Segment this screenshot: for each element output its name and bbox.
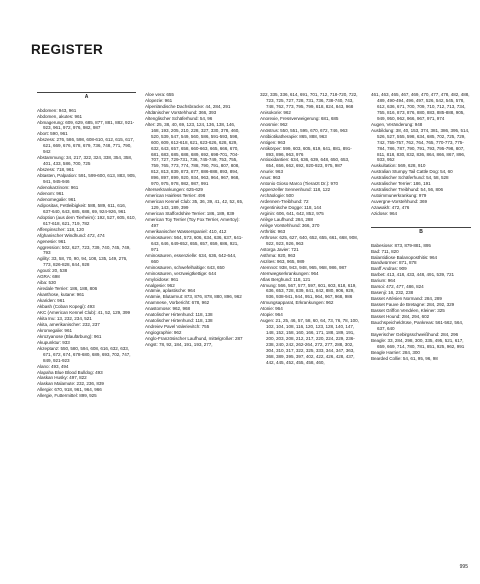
index-entry: American Hairless Terrier: 496 (145, 193, 206, 199)
index-entry: Antikörper: 599, 603, 605, 619, 641, 881, 891-893, 896, 963, 976 (260, 145, 352, 157)
index-entry: Agenesie: 961 (37, 238, 66, 244)
index-entry: Akbash (Coban Kopegi): 493 (37, 304, 95, 310)
index-entry: Aloe vera: 655 (145, 92, 174, 97)
index-entry: Adenomegalie: 961 (37, 196, 76, 202)
index-entry: Analgesie: 962 (145, 282, 175, 288)
index-entry: Alpenländische Dachsbracke: 44, 284, 291 (145, 103, 231, 109)
index-entry: Alapaha Blue Blood Bulldog: 493 (37, 369, 103, 375)
index-entry: Amerikanischer Wasserspaniel: 410, 412 (145, 228, 227, 234)
index-entry: Anamnese, Vorbericht: 678, 962 (145, 300, 210, 306)
index-entry: American Toy Terrier (Toy Fox Terrier, Amertoy): 497 (145, 217, 240, 228)
index-entry: Beagle Harrier: 284, 300 (371, 349, 420, 355)
index-entry: American Kennel Club: 35, 36, 39, 41, 42, 52, 65, 129, 143, 189, 399 (145, 199, 244, 211)
index-entry: Atlas Berghund: 118, 121 (260, 276, 311, 282)
index-entry: Astorga Javier: 721 (260, 246, 299, 252)
index-entry: Alopezie: 961 (145, 97, 173, 103)
index-entry: Adenokarzinom: 961 (37, 184, 79, 190)
index-entry: Archäologie: 500 (260, 193, 294, 199)
index-entry: Arthritis: 963 (260, 228, 286, 234)
index-column-2 (145, 92, 244, 348)
index-entry: Basset Griffon Vendéen, Kleiner: 325 (371, 308, 445, 314)
index-entry: Alter: 25, 38, 40, 69, 123, 124, 136, 138, 146, 168, 193, 205, 210, 228, 327, 330, 378, 460, 520, 539, 547, 549, 560, 586, 591-593, 598, 600, 609, 612-618, 621, 623-626, 628, 629, 632, 643, 657, 658, 660-663, 665, 666, 670, 681, 683, 685, 688, 689, 692, 698-701, 704-707, 727, 729-731, 736, 745-749, 753, 755, 759, 765, 773, 774, 788, 790, 791, 807, 808, 812, 813, 839, 873, 877, 886-888, 893, 894, 896, 897, 899, 920, 934, 963, 964, 967, 968, 970, 975, 978, 982, 987, 991 (145, 121, 240, 187)
index-entry: Atemnot: 938, 943, 948, 965, 968, 986, 987 (260, 264, 347, 270)
index-entry: Akupunktur: 933 (37, 339, 70, 345)
index-entry: Antonio Gioso Marco (Tierarzt Dr.): 970 (260, 181, 339, 187)
index-entry: Airedale Terrier: 186, 188, 806 (37, 286, 98, 292)
index-entry: Anosmie: 962 (260, 121, 288, 127)
index-entry: Bayerischer Gebirgsschweißhund: 284, 296 (371, 331, 459, 337)
index-entry: Anatolischer Hirtenhund: 118, 138 (145, 318, 213, 324)
page-number: 995 (459, 564, 468, 570)
index-entry: Atonie: 964 (260, 306, 283, 312)
index-entry: Abtasten, Palpation: 591, 599-600, 613, 883, 905, 941, 945-946 (37, 173, 136, 185)
index-entry: Abort: 590, 961 (37, 131, 68, 137)
index-entry: Basset Artésien Normand: 284, 289 (371, 296, 442, 302)
index-entry: Aminosäuren, essenzielle: 634, 636, 642-644, 660 (145, 252, 237, 264)
section-heading-b: B (419, 228, 423, 235)
index-entry: Azidose: 964 (371, 211, 397, 217)
index-entry: Abstammung: 34, 217, 322, 324, 338, 354, 358, 401, 433, 586, 700, 725 (37, 155, 133, 167)
index-entry: Anöstrus: 550, 551, 595, 670, 672, 746, 963 (260, 127, 348, 133)
index-entry: Aiba: 530 (37, 280, 56, 286)
index-entry: Arthrose: 625, 627, 640, 652, 655, 661, 668, 908, 922, 923, 926, 963 (260, 234, 358, 246)
index-entry: Akariden: 961 (37, 298, 65, 304)
index-entry: Abmagerung: 609, 629, 685, 877, 881, 882, 921-923, 961, 972, 976, 982, 987 (37, 119, 135, 131)
index-entry: Augen, Veränderung: 948 (371, 121, 423, 127)
index-entry: Agouti: 20, 538 (37, 268, 68, 274)
index-entry: Altenglischer Schäferhund: 54, 96 (145, 115, 213, 121)
page-title: REGISTER (31, 42, 104, 57)
index-entry: Balantidiose Balanoposthitis: 964 (371, 254, 438, 260)
index-entry: Adipositas, Fettleibigkeit: 588, 589, 611, 616, 637-640, 643, 685, 688, 69, 924-926, 961 (37, 202, 126, 214)
index-entry: Anämie, aplastische: 964 (145, 288, 196, 294)
index-entry: American Staffordshire Terrier: 186, 189, 839 (145, 211, 235, 217)
index-entry: Auvergne-Vorstehhund: 369 (371, 199, 427, 205)
index-entry: Affenpinscher: 118, 120 (37, 226, 84, 232)
index-entry: Asthma: 920, 963 (260, 252, 296, 258)
index-entry: 461, 463, 465, 467, 469, 470, 477, 478, 482, 488, 489, 490-494, 496, 497, 526, 542, 545, 578, 612, 636, 671, 700, 709, 710, 712, 713, 734, 755, 816, 873, 876, 880, 883, 885-888, 905, 949, 950, 962, 966, 967, 971, 974 (371, 92, 470, 121)
index-entry: Atopie: 964 (260, 312, 283, 318)
index-entry: Aszites: 963, 965, 989 (260, 258, 305, 264)
entries-list (37, 108, 136, 400)
index-entry: Ariège Laufhund: 284, 288 (260, 217, 313, 223)
index-entry: Australischer Schäferhund: 54, 58, 528 (371, 175, 449, 181)
index-entry: Alterserkrankungen: 625-629 (145, 187, 203, 193)
index-entry: Abszess: 276, 586, 598, 608-610, 612, 615, 617, 621, 669, 676, 678, 679, 736, 748, 771, 790, 942 (37, 137, 135, 155)
index-entry: Auskultation: 569, 628, 910 (371, 163, 426, 169)
index-entry: Angst: 78, 92, 184, 191, 193, 277, (145, 342, 213, 348)
index-entry: Anurie: 963 (260, 169, 283, 175)
entries-list (260, 92, 359, 366)
index-entry: Banff Andras: 909 (371, 266, 407, 272)
index-entry: Altdänischer Vorstehhund: 366, 393 (145, 109, 217, 115)
index-entry: Allergie, Futtermittel: 899, 925 (37, 393, 97, 399)
index-entry: Argentinische Dogge: 118, 144 (260, 205, 322, 211)
index-column-3 (260, 92, 359, 366)
index-entry: Augen: 21, 25, 46, 57, 58, 60, 64, 73, 76, 78, 100, 102, 104, 108, 116, 120, 123, 128, 140, 147, 148, 152, 158, 160, 166, 171, 188, 189, 191, 200, 203, 208, 212, 217, 220, 224, 229, 236-238, 240, 242, 262-264, 272, 277, 288, 302, 304, 310, 317, 322, 325, 333, 344, 347, 363, 368, 389, 395, 397, 402, 422, 426, 428, 437, 442, 445, 452, 455, 458, 460, (260, 318, 359, 365)
index-entry: Akromegalie: 961 (37, 327, 72, 333)
index-column-4 (371, 92, 471, 362)
index-entry: Adoption (aus dem Tierheim): 192, 527, 605, 610, 617-618, 621, 719, 782 (37, 214, 136, 226)
index-entry: Basset Hound: 284, 294, 602 (371, 314, 430, 320)
index-entry: Amyloidose: 961 (145, 276, 179, 282)
index-entry: Beagle: 33, 284, 298, 300, 335, 495, 521, 617, 659, 669, 714, 780, 781, 851, 925, 962, 991 (371, 337, 465, 349)
index-entry: Ardennen-Treibhund: 72 (260, 199, 309, 205)
index-entry: Barium: 964 (371, 278, 396, 284)
index-entry: Akita Inu: 13, 232, 234, 521 (37, 315, 92, 321)
index-entry: Basset Fauve de Bretagne: 284, 292, 329 (371, 302, 455, 308)
index-entry: Akita, amerikanischer: 232, 237 (37, 321, 100, 327)
index-entry: Bandwürmer: 871, 878 (371, 260, 417, 266)
index-entry: Australischer Treibhund: 54, 56, 806 (371, 187, 444, 193)
index-entry: Australischer Terrier: 186, 191 (371, 181, 431, 187)
index-entry: Aminosäuren, verzweigtkettige: 644 (145, 270, 217, 276)
index-entry: Arginin: 606, 641, 642, 852, 975 (260, 211, 324, 217)
index-entry: Ausbildung: 38, 40, 153, 374, 381, 386, 395, 514, 526, 527, 555, 598, 634, 685, 702, 725, 729, 742, 755-757, 762, 764, 765, 770-773, 775-784, 786, 787, 790, 791, 793, 795-798, 807, 811, 818, 830, 832, 836, 864, 866, 867, 896, 933, 952 (371, 127, 470, 163)
index-entry: Anastomose: 962, 968 (145, 306, 190, 312)
index-entry: Akzeptanz: 550, 580, 594, 608, 616, 632, 633, 671, 672, 674, 678-680, 689, 693, 702, 747, 849, 921-923 (37, 345, 131, 363)
index-entry: Antioxidantien: 634, 636, 639, 648, 650, 653, 654, 656, 662, 692, 920-923, 975, 987 (260, 157, 350, 169)
index-entry: Australian Stumpy Tail Cattle Dog: 54, 60 (371, 169, 453, 175)
section-heading-a: A (84, 93, 89, 100)
index-column-1 (37, 92, 136, 399)
index-entry: Alaskan Husky: 497, 822 (37, 375, 87, 381)
entries-list (371, 92, 471, 217)
index-entry: Alaskan Malamute: 232, 236, 839 (37, 381, 104, 387)
index-entry: Angiographie: 962 (145, 330, 182, 336)
index-entry: Bad: 711, 820 (371, 248, 399, 254)
index-entry: Atmungsapparat, Erkrankungen: 962 (260, 300, 334, 306)
index-entry: Akanthose, kutane: 961 (37, 292, 85, 298)
index-entry: Anorexie, Fressverweigerung: 681, 685 (260, 115, 339, 121)
index-entry: Appenzeller Sennenhund: 118, 122 (260, 187, 331, 193)
index-entry: Anatolischer Hirtenhund: 118, 138 (145, 312, 213, 318)
entries-list (371, 243, 471, 362)
index-entry: Autoimmunerkrankung: 979 (371, 193, 427, 199)
index-entry: 322, 335, 336, 614, 691, 701, 712, 718-720, 722, 723, 725, 727, 728, 731, 736, 738-740, 743, 748, 762, 773, 795, 799, 818, 824, 843, 968 (260, 92, 358, 109)
index-entry: AKC (American Kennel Club): 41, 52, 129, 399 (37, 310, 131, 315)
index-entry: Azawakh: 472, 476 (371, 205, 410, 211)
index-entry: Abdomen, akutes: 961 (37, 113, 82, 119)
index-entry: Aminosäuren, schwefelhaltige: 643, 650 (145, 264, 225, 270)
index-entry: Barsoi: 472, 477, 486, 824 (371, 284, 424, 290)
index-entry: Bearded Collie: 54, 61, 95, 96, 98 (371, 355, 438, 361)
index-entry: Adenom: 961 (37, 190, 64, 196)
index-entry: Alano: 493, 494 (37, 363, 69, 369)
index-entry: Ariège Vorstehhund: 366, 370 (260, 222, 320, 228)
index-entry: Babesiose: 873, 879-881, 895 (371, 242, 431, 248)
index-entry: Anus: 963 (260, 175, 281, 181)
index-entry: Anglo-Französischer Laufhund, mittelgroßer: 287 (145, 336, 243, 342)
entries-list (145, 92, 244, 348)
index-entry: Akrozyanose (Blaufärbung): 961 (37, 333, 102, 339)
index-entry: Antibiotikatherapie: 865, 888, 963 (260, 133, 327, 139)
index-entry: AGRA: 698 (37, 274, 60, 280)
index-entry: Atmung: 566, 567, 577, 597, 601, 603, 618, 619, 636, 653, 728, 839, 841, 842, 880, 906, 929, 936, 938-941, 944, 951, 964, 967, 968, 986 (260, 282, 357, 300)
index-entry: Atemwegserkrankungen: 964 (260, 270, 319, 276)
index-entry: Abszess: 718, 961 (37, 167, 74, 173)
index-entry: Barbet: 413, 418, 433, 448, 491, 539, 721 (371, 272, 455, 278)
index-entry: Abdomen: 943, 961 (37, 107, 77, 113)
index-entry: Bauchspeicheldrüse, Pankreas: 561-562, 564, 637, 640 (371, 320, 464, 331)
index-entry: Afghanischer Windhund: 472, 474 (37, 232, 105, 238)
index-entry: Aminosäuren: 564, 573, 606, 634, 636, 637, 641-643, 646, 649-652, 655, 657, 659, 686, 921, 971 (145, 234, 243, 252)
index-entry: Aggression: 502, 627, 723, 739, 740, 745, 749, 793 (37, 244, 131, 256)
index-entry: Anisokorie: 962 (260, 109, 291, 115)
index-entry: Agility: 33, 58, 70, 90, 94, 108, 135, 149, 276, 773, 826-828, 844, 928 (37, 256, 128, 268)
index-entry: Antigen: 963 (260, 139, 286, 145)
index-entry: Basenji: 16, 232, 238 (371, 290, 414, 296)
index-entry: Anämie, Blutarmut: 873, 876, 878, 880, 896, 962 (145, 294, 242, 300)
index-entry: Andreiev Pavel Valerievitch: 755 (145, 324, 210, 330)
index-entry: Allergie: 670, 918, 961, 964, 966 (37, 387, 102, 393)
